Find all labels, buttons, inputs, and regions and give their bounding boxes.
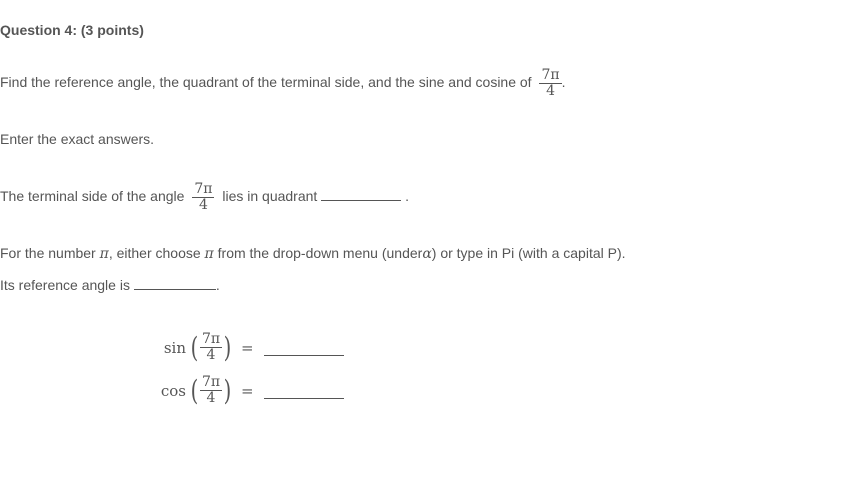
quadrant-text-middle: lies in quadrant — [222, 188, 318, 205]
cos-equation — [0, 375, 344, 406]
quadrant-angle-denominator: 4 — [198, 197, 208, 213]
alpha-symbol: α — [422, 246, 432, 262]
cos-angle-fraction — [200, 375, 222, 406]
pi-note — [0, 245, 626, 262]
prompt-text: Find the reference angle, the quadrant of the terminal side, and the sine and cosine of — [0, 74, 532, 91]
reference-angle-input[interactable] — [134, 275, 216, 290]
pi-symbol-choice: π — [204, 246, 214, 262]
angle-numerator: 7π — [541, 67, 560, 83]
cos-angle-numerator: 7π — [201, 374, 221, 390]
quadrant-text-after: . — [405, 188, 409, 205]
sin-angle-fraction — [200, 332, 222, 363]
quadrant-angle-numerator: 7π — [194, 181, 213, 197]
quadrant-answer-input[interactable] — [321, 186, 401, 201]
cos-open-paren: ( — [190, 373, 199, 407]
sin-answer-input[interactable] — [264, 339, 344, 356]
quadrant-angle-fraction — [192, 182, 214, 213]
quadrant-line — [0, 182, 409, 213]
cos-function: cos — [160, 381, 186, 400]
sin-function: sin — [163, 338, 186, 357]
angle-fraction — [539, 68, 561, 99]
sin-equation — [0, 332, 344, 363]
sin-angle-numerator: 7π — [201, 331, 221, 347]
sin-equals: = — [240, 338, 254, 357]
cos-close-paren: ) — [223, 373, 232, 407]
prompt-line — [0, 68, 565, 99]
cos-equals: = — [240, 381, 254, 400]
question-title: Question 4: (3 points) — [0, 22, 144, 38]
cos-answer-input[interactable] — [264, 382, 344, 399]
sin-open-paren: ( — [190, 330, 199, 364]
pi-note-part2: , either choose — [108, 245, 201, 261]
cos-angle-denominator: 4 — [206, 390, 216, 406]
reference-period: . — [215, 277, 220, 293]
exact-instruction: Enter the exact answers. — [0, 131, 155, 147]
sin-angle-denominator: 4 — [206, 347, 216, 363]
prompt-period: . — [561, 74, 566, 91]
angle-denominator: 4 — [546, 83, 555, 99]
reference-text: Its reference angle is — [0, 277, 130, 293]
quadrant-text-before: The terminal side of the angle — [0, 188, 185, 205]
pi-note-part1: For the number — [0, 245, 96, 261]
sin-close-paren: ) — [223, 330, 232, 364]
reference-line — [0, 275, 220, 293]
pi-symbol: π — [99, 246, 109, 262]
pi-note-part3: from the drop-down menu (under — [217, 245, 423, 261]
pi-note-part4: ) or type in Pi (with a capital P). — [431, 245, 626, 261]
